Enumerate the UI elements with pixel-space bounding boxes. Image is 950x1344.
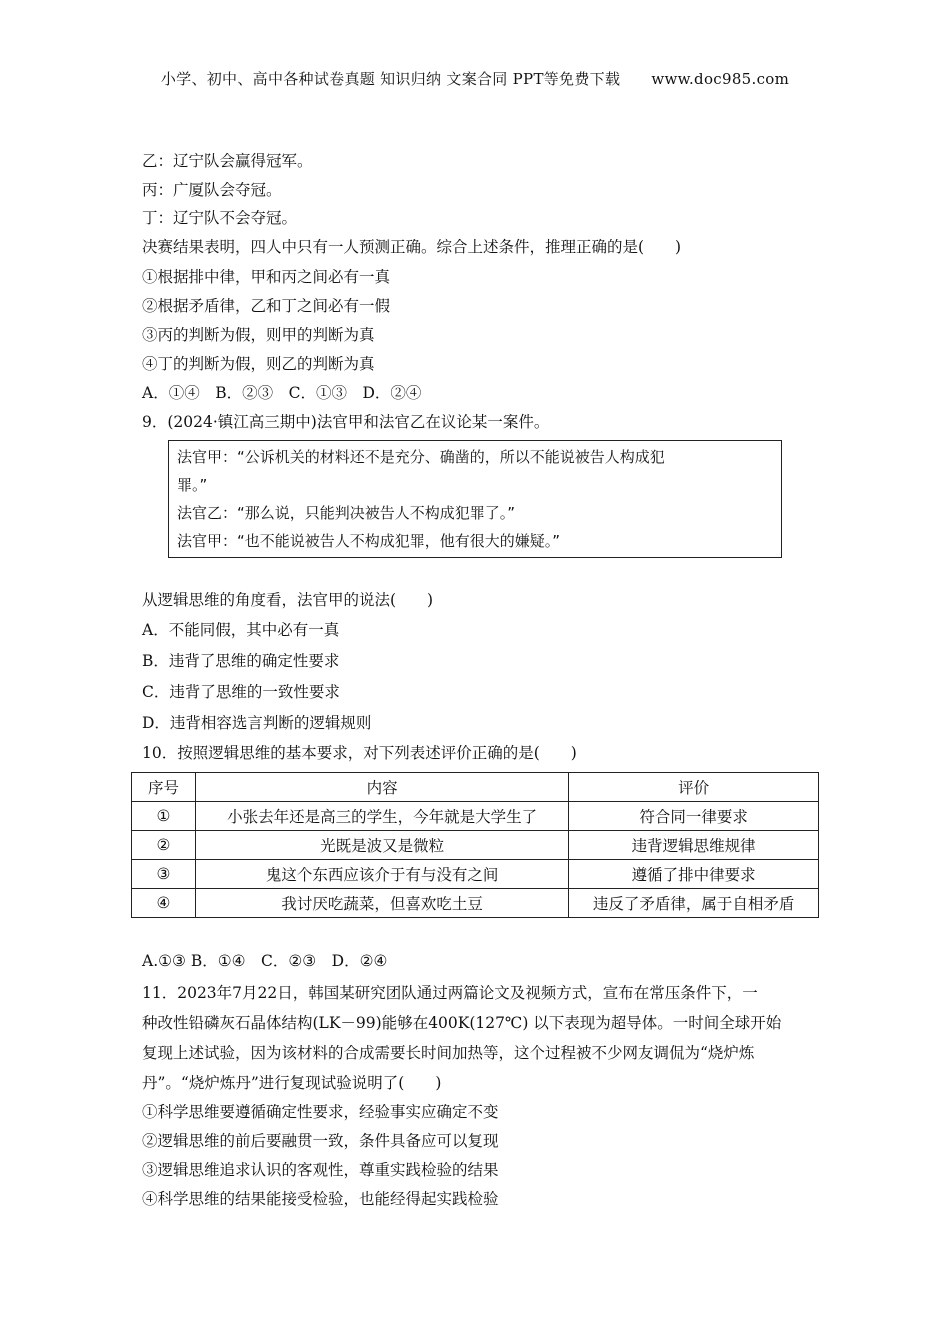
column-header: 序号: [132, 773, 196, 802]
q11-option: ②逻辑思维的前后要融贯一致，条件具备应可以复现: [142, 1132, 499, 1150]
q9-dialogue-line: 法官甲：“也不能说被告人不构成犯罪，他有很大的嫌疑。”: [177, 532, 561, 550]
table-row: [132, 802, 819, 831]
q8-line: 丁：辽宁队不会夺冠。: [142, 209, 298, 227]
header-site-text: 小学、初中、高中各种试卷真题 知识归纳 文案合同 PPT等免费下载: [160, 70, 621, 88]
q11-option: ③逻辑思维追求认识的客观性，尊重实践检验的结果: [142, 1161, 499, 1179]
table-cell: ①: [132, 802, 196, 831]
q8-answers: A．①④ B．②③ C．①③ D．②④: [142, 384, 422, 402]
q8-line: 丙：广厦队会夺冠。: [142, 181, 282, 199]
table-cell: ②: [132, 831, 196, 860]
q9-option-d: D．违背相容选言判断的逻辑规则: [142, 714, 372, 732]
table-cell: 违背逻辑思维规律: [569, 831, 819, 860]
table-cell: 鬼这个东西应该介于有与没有之间: [195, 860, 568, 889]
q9-stem: 9．(2024·镇江高三期中)法官甲和法官乙在议论某一案件。: [142, 413, 550, 431]
q8-question: 决赛结果表明，四人中只有一人预测正确。综合上述条件，推理正确的是( ): [142, 238, 682, 256]
q11-option: ①科学思维要遵循确定性要求，经验事实应确定不变: [142, 1103, 499, 1121]
q8-option: ③丙的判断为假，则甲的判断为真: [142, 326, 375, 344]
table-cell: 符合同一律要求: [569, 802, 819, 831]
table-cell: ③: [132, 860, 196, 889]
table-row: [132, 860, 819, 889]
q9-question: 从逻辑思维的角度看，法官甲的说法( ): [142, 591, 434, 609]
table-cell: 光既是波又是微粒: [195, 831, 568, 860]
table-row: [132, 831, 819, 860]
q10-table: [131, 772, 819, 918]
q9-option-a: A．不能同假，其中必有一真: [142, 621, 340, 639]
q9-dialogue-line: 罪。”: [177, 476, 208, 494]
q10-answers: A.①③ B．①④ C．②③ D．②④: [142, 952, 388, 970]
q11-line: 丹”。“烧炉炼丹”进行复现试验说明了( ): [142, 1074, 442, 1092]
q11-stem: [142, 978, 822, 1098]
q11-option: ④科学思维的结果能接受检验，也能经得起实践检验: [142, 1190, 499, 1208]
table-cell: 违反了矛盾律，属于自相矛盾: [569, 889, 819, 918]
q9-dialogue-box: [168, 440, 782, 558]
table-cell: 我讨厌吃蔬菜，但喜欢吃土豆: [195, 889, 568, 918]
table-cell: ④: [132, 889, 196, 918]
q8-option: ④丁的判断为假，则乙的判断为真: [142, 355, 375, 373]
q9-option-b: B．违背了思维的确定性要求: [142, 652, 340, 670]
table-header-row: [132, 773, 819, 802]
header-url[interactable]: www.doc985.com: [651, 70, 790, 88]
q11-line: 种改性铅磷灰石晶体结构(LK－99)能够在400K(127℃) 以下表现为超导体。一时间全球开始: [142, 1014, 782, 1032]
table-row: [132, 889, 819, 918]
q9-dialogue-line: 法官甲：“公诉机关的材料还不是充分、确凿的，所以不能说被告人构成犯: [177, 448, 665, 466]
column-header: 评价: [569, 773, 819, 802]
table-cell: 遵循了排中律要求: [569, 860, 819, 889]
q10-stem: 10．按照逻辑思维的基本要求，对下列表述评价正确的是( ): [142, 744, 577, 762]
q8-option: ②根据矛盾律，乙和丁之间必有一假: [142, 297, 391, 315]
q8-option: ①根据排中律，甲和丙之间必有一真: [142, 268, 391, 286]
column-header: 内容: [195, 773, 568, 802]
q9-option-c: C．违背了思维的一致性要求: [142, 683, 340, 701]
q11-line: 11．2023年7月22日，韩国某研究团队通过两篇论文及视频方式，宣布在常压条件下，一: [142, 984, 758, 1002]
q8-line: 乙：辽宁队会赢得冠军。: [142, 152, 313, 170]
q11-line: 复现上述试验，因为该材料的合成需要长时间加热等，这个过程被不少网友调侃为“烧炉炼: [142, 1044, 755, 1062]
q9-dialogue-line: 法官乙：“那么说，只能判决被告人不构成犯罪了。”: [177, 504, 516, 522]
page-header: [0, 68, 950, 89]
table-cell: 小张去年还是高三的学生，今年就是大学生了: [195, 802, 568, 831]
